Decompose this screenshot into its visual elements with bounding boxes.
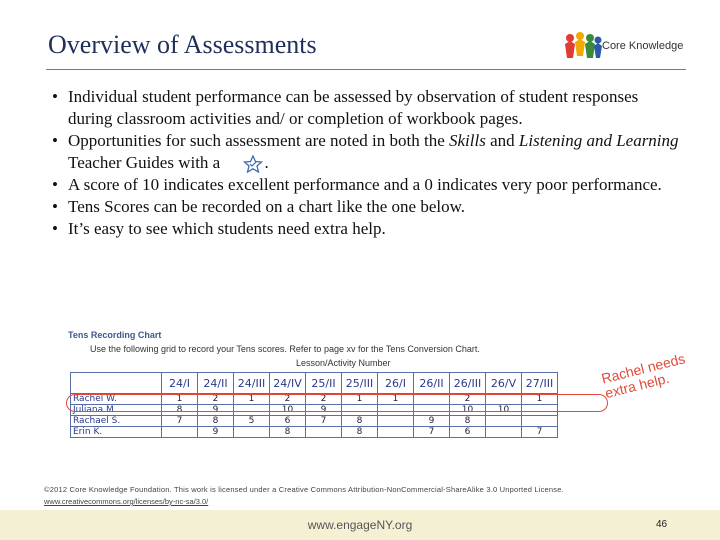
score-cell: 10 (486, 405, 522, 416)
score-cell (306, 427, 342, 438)
score-cell: 8 (162, 405, 198, 416)
score-cell: 6 (270, 416, 306, 427)
column-header: 27/III (522, 373, 558, 394)
listening-learning-title: Listening and Learning (518, 131, 679, 150)
table-header-row (71, 373, 558, 394)
score-cell: 5 (234, 416, 270, 427)
bullet-text: It’s easy to see which students need extra help. (68, 219, 386, 238)
score-cell (486, 416, 522, 427)
handwritten-note: Rachel needs extra help. (599, 350, 687, 402)
student-name: Rachael S. (71, 416, 162, 427)
bullet-text: Opportunities for such assessment are noted in both the (68, 131, 450, 150)
bullet-item (52, 86, 682, 130)
column-header: 24/IV (270, 373, 306, 394)
score-cell (522, 416, 558, 427)
score-cell (486, 427, 522, 438)
column-header: 24/I (162, 373, 198, 394)
column-header: 26/V (486, 373, 522, 394)
student-name: Juliana M. (71, 405, 162, 416)
bullet-marker: • (52, 131, 58, 150)
bullet-item (52, 218, 682, 240)
column-header: 25/III (342, 373, 378, 394)
score-cell: 7 (522, 427, 558, 438)
table-row (71, 427, 558, 438)
page-title: Overview of Assessments (48, 30, 317, 59)
score-cell: 1 (162, 394, 198, 405)
score-cell (378, 416, 414, 427)
assessment-star-icon (242, 155, 264, 173)
bullet-item (52, 174, 682, 196)
score-cell: 7 (306, 416, 342, 427)
student-name: Rachel W. (71, 394, 162, 405)
bullet-marker: • (52, 175, 58, 194)
page-number: 46 (656, 519, 668, 530)
column-header: 26/II (414, 373, 450, 394)
skills-title: Skills (449, 131, 486, 150)
bullet-text: Tens Scores can be recorded on a chart like the one below. (68, 197, 466, 216)
score-cell: 9 (414, 416, 450, 427)
column-header: 25/II (306, 373, 342, 394)
score-cell: 1 (378, 394, 414, 405)
score-cell: 8 (198, 416, 234, 427)
score-cell: 7 (162, 416, 198, 427)
chart-subheader: Lesson/Activity Number (296, 358, 391, 368)
logo-text: Core Knowledge (602, 40, 684, 52)
score-cell: 9 (306, 405, 342, 416)
score-cell: 6 (450, 427, 486, 438)
site-url: www.engageNY.org (307, 518, 413, 532)
table-header-cell (71, 373, 162, 394)
score-cell (234, 427, 270, 438)
bullet-text: and (485, 131, 519, 150)
score-cell: 10 (450, 405, 486, 416)
chart-instruction: Use the following grid to record your Tens scores. Refer to page xv for the Tens Conversion Chart. (90, 344, 480, 354)
column-header: 24/III (234, 373, 270, 394)
bullet-text: Individual student performance can be assessed by observation of student responses during classroom activities and/ or completion of workbook pages. (68, 87, 639, 128)
score-cell: 2 (198, 394, 234, 405)
bullet-text: . (264, 153, 269, 172)
bullet-list (52, 86, 682, 240)
score-cell: 9 (198, 427, 234, 438)
bullet-marker: • (52, 219, 58, 238)
score-cell: 8 (270, 427, 306, 438)
title-divider (46, 69, 686, 70)
score-cell: 2 (450, 394, 486, 405)
column-header: 26/I (378, 373, 414, 394)
highlight-circle (66, 394, 608, 412)
bullet-marker: • (52, 87, 58, 106)
score-cell: 2 (306, 394, 342, 405)
bullet-item (52, 130, 682, 174)
student-name: Erin K. (71, 427, 162, 438)
bullet-text: A score of 10 indicates excellent performance and a 0 indicates very poor performance. (68, 175, 662, 194)
column-header: 26/III (450, 373, 486, 394)
score-cell: 1 (234, 394, 270, 405)
score-cell: 10 (270, 405, 306, 416)
chart-title: Tens Recording Chart (68, 330, 162, 340)
column-header: 24/II (198, 373, 234, 394)
license-text: ©2012 Core Knowledge Foundation. This work is licensed under a Creative Commons Attribution-NonCommercial-ShareAlike 3.0 Unported License. (44, 485, 564, 494)
score-cell (162, 427, 198, 438)
score-cell: 8 (342, 427, 378, 438)
score-cell: 8 (450, 416, 486, 427)
bullet-marker: • (52, 197, 58, 216)
score-cell: 7 (414, 427, 450, 438)
license-link[interactable]: www.creativecommons.org/licenses/by-nc-sa/3.0/ (44, 497, 209, 506)
score-cell: 2 (270, 394, 306, 405)
bullet-text: Teacher Guides with a (68, 153, 221, 172)
bullet-item (52, 196, 682, 218)
score-cell: 9 (198, 405, 234, 416)
score-cell (378, 427, 414, 438)
score-cell: 1 (522, 394, 558, 405)
table-row (71, 416, 558, 427)
score-cell: 8 (342, 416, 378, 427)
score-cell: 1 (342, 394, 378, 405)
